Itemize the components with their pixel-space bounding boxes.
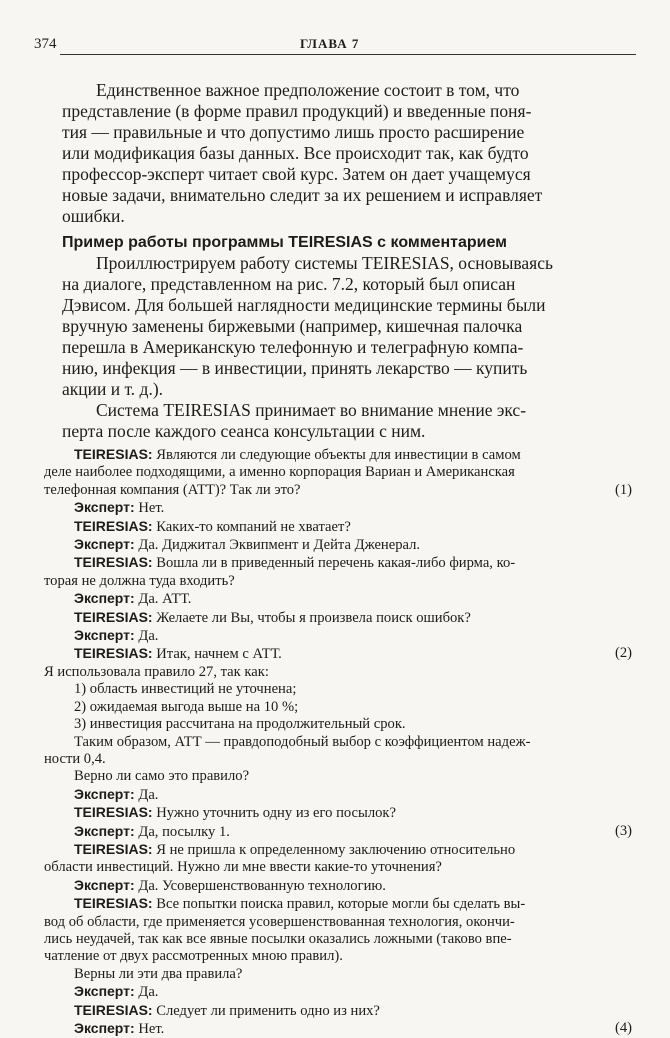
dialog-line	[44, 734, 632, 751]
utterance: Верны ли эти два правила?	[74, 965, 243, 982]
speaker-expert: Эксперт:	[74, 627, 135, 644]
utterance: 2) ожидаемая выгода выше на 10 %;	[74, 698, 299, 715]
utterance: 1) область инвестиций не уточнена;	[74, 681, 297, 698]
section-heading: Пример работы программы TEIRESIAS с комментарием	[62, 234, 507, 251]
utterance: Каких-то компаний не хватает?	[156, 518, 351, 535]
speaker-teiresias: TEIRESIAS:	[74, 554, 153, 571]
dialog-line	[44, 751, 632, 768]
dialog-line	[44, 590, 632, 608]
dialog-line	[44, 482, 632, 499]
dialog-line	[44, 841, 632, 859]
utterance: Да.	[138, 628, 159, 645]
dialog-line	[44, 859, 632, 876]
dialog-line	[44, 664, 632, 681]
speaker-expert: Эксперт:	[74, 822, 135, 839]
dialog-line	[44, 573, 632, 590]
utterance: области инвестиций. Нужно ли мне ввести какие-то уточнения?	[44, 859, 442, 876]
utterance: Являются ли следующие объекты для инвестиции в самом	[156, 447, 521, 463]
speaker-teiresias: TEIRESIAS:	[74, 608, 153, 625]
dialog-line	[44, 554, 632, 572]
example-number: (4)	[614, 1020, 632, 1036]
utterance: лись неудачей, так как все явные посылки оказались ложными (таково впе-	[44, 930, 512, 947]
speaker-expert: Эксперт:	[74, 499, 135, 516]
dialog-line	[44, 966, 632, 983]
dialog-line	[44, 1020, 632, 1038]
dialog-line	[44, 518, 632, 536]
dialog-line	[44, 983, 632, 1001]
body-line: нию, инфекция — в инвестиции, принять лекарство — купить	[62, 358, 528, 378]
dialog-line	[44, 823, 632, 841]
dialog-line	[44, 699, 632, 716]
dialog-line	[44, 931, 632, 948]
utterance: 3) инвестиция рассчитана на продолжительный срок.	[74, 716, 406, 733]
dialog-line	[44, 948, 632, 965]
dialog-line	[44, 536, 632, 554]
utterance: Таким образом, АТТ — правдоподобный выбор с коэффициентом надеж-	[74, 733, 531, 750]
body-line: на диалоге, представленном на рис. 7.2, который был описан	[62, 274, 516, 294]
speaker-teiresias: TEIRESIAS:	[74, 895, 153, 912]
speaker-teiresias: TEIRESIAS:	[74, 517, 153, 534]
speaker-teiresias: TEIRESIAS:	[74, 840, 153, 857]
utterance: Я не пришла к определенному заключению относительно	[156, 841, 516, 858]
utterance: Я использовала правило 27, так как:	[44, 663, 269, 680]
speaker-expert: Эксперт:	[74, 785, 135, 802]
utterance: Итак, начнем с АТТ.	[156, 646, 282, 663]
utterance: Вошла ли в приведенный перечень какая-либо фирма, ко-	[156, 555, 516, 572]
speaker-expert: Эксперт:	[74, 983, 135, 1000]
intro-line: профессор-эксперт читает свой курс. Затем он дает учащемуся	[62, 164, 531, 184]
dialog-line	[44, 645, 632, 663]
body-line: акции и т. д.).	[62, 379, 164, 399]
utterance: Да. Усовершенствованную технологию.	[138, 877, 386, 894]
utterance: телефонная компания (АТТ)? Так ли это?	[44, 481, 301, 498]
dialog-line	[44, 609, 632, 627]
body-line: Проиллюстрируем работу системы TEIRESIAS, основываясь	[96, 253, 553, 273]
speaker-expert: Эксперт:	[74, 876, 135, 893]
intro-line: Единственное важное предположение состоит в том, что	[96, 80, 520, 100]
intro-line: представление (в форме правил продукций) и введенные поня-	[62, 101, 532, 121]
example-number: (3)	[614, 822, 632, 839]
speaker-expert: Эксперт:	[74, 590, 135, 607]
dialog-line	[44, 499, 632, 517]
utterance: ности 0,4.	[44, 750, 106, 767]
dialog-line	[44, 716, 632, 733]
utterance: Да. Диджитал Эквипмент и Дейта Дженерал.	[138, 537, 421, 554]
body-line: Система TEIRESIAS принимает во внимание мнение экс-	[96, 400, 527, 420]
utterance: Да.	[138, 786, 159, 803]
running-header	[0, 36, 670, 58]
chapter-title: ГЛАВА 7	[300, 36, 360, 51]
utterance: Следует ли применить одно из них?	[156, 1002, 380, 1019]
utterance: Желаете ли Вы, чтобы я произвела поиск ошибок?	[156, 609, 471, 626]
speaker-teiresias: TEIRESIAS:	[74, 1001, 153, 1018]
body-line: перта после каждого сеанса консультации с ним.	[62, 421, 426, 441]
example-number: (1)	[614, 481, 632, 498]
dialog-line	[44, 895, 632, 913]
dialog-line	[44, 768, 632, 785]
page-number: 374	[34, 36, 57, 52]
dialog-line	[44, 681, 632, 698]
dialog-line	[44, 1002, 632, 1020]
dialog-line	[44, 877, 632, 895]
dialog-line	[44, 786, 632, 804]
utterance: Да. АТТ.	[138, 591, 192, 608]
dialog-line	[44, 914, 632, 931]
header-rule	[60, 54, 636, 55]
dialog-transcript	[44, 446, 632, 1038]
utterance: Нужно уточнить одну из его посылок?	[156, 805, 396, 822]
utterance: Верно ли само это правило?	[74, 768, 250, 785]
speaker-teiresias: TEIRESIAS:	[74, 446, 153, 462]
example-number: (2)	[614, 645, 632, 662]
speaker-expert: Эксперт:	[74, 1020, 135, 1036]
utterance: вод об области, где применяется усовершенствованная технология, окончи-	[44, 913, 515, 930]
speaker-teiresias: TEIRESIAS:	[74, 804, 153, 821]
intro-line: или модификация базы данных. Все происходит так, как будто	[62, 143, 529, 163]
utterance: Нет.	[138, 1021, 165, 1037]
body-line: перешла в Американскую телефонную и телеграфную компа-	[62, 337, 524, 357]
speaker-teiresias: TEIRESIAS:	[74, 645, 153, 662]
utterance: Да, посылку 1.	[138, 823, 230, 840]
dialog-line	[44, 464, 632, 481]
intro-line: новые задачи, внимательно следит за их решением и исправляет	[62, 185, 543, 205]
dialog-line	[44, 804, 632, 822]
utterance: торая не должна туда входить?	[44, 572, 235, 589]
section	[62, 232, 622, 442]
utterance: Нет.	[138, 500, 165, 517]
dialog-line	[44, 627, 632, 645]
intro-paragraph	[62, 80, 622, 227]
intro-line: тия — правильные и что допустимо лишь просто расширение	[62, 122, 525, 142]
body-line: Дэвисом. Для большей наглядности медицинские термины были	[62, 295, 546, 315]
speaker-expert: Эксперт:	[74, 536, 135, 553]
body-line: вручную заменены биржевыми (например, кишечная палочка	[62, 316, 523, 336]
dialog-line	[44, 446, 632, 464]
utterance: деле наиболее подходящими, а именно корпорация Вариан и Американская	[44, 464, 515, 481]
utterance: Да.	[138, 984, 159, 1001]
utterance: Все попытки поиска правил, которые могли бы сделать вы-	[156, 896, 526, 913]
utterance: чатление от двух рассмотренных мною правил).	[44, 948, 343, 965]
intro-line: ошибки.	[62, 206, 125, 226]
